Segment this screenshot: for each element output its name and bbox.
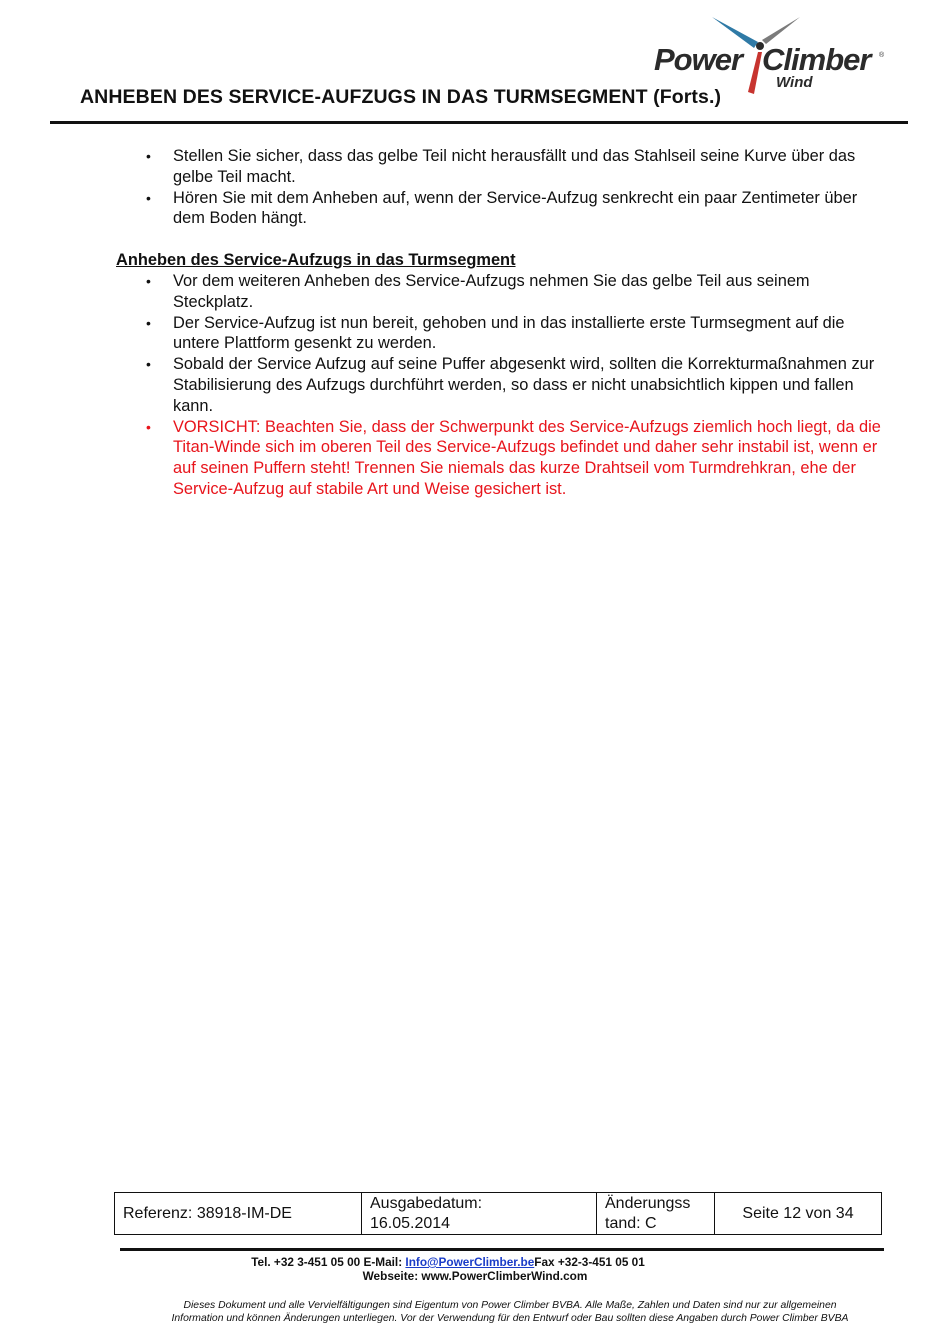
- revision-value: tand: C: [605, 1214, 657, 1232]
- logo-registered-mark: ®: [879, 52, 885, 59]
- logo-word-wind: Wind: [776, 74, 813, 91]
- page-number-cell: Seite 12 von 34: [715, 1193, 882, 1235]
- disclaimer: [0, 1299, 950, 1325]
- page-title: ANHEBEN DES SERVICE-AUFZUGS IN DAS TURMSEGMENT (Forts.): [80, 86, 722, 108]
- bullet-icon: •: [146, 148, 151, 164]
- revision-label: Änderungss: [605, 1194, 691, 1212]
- list-item: • Vor dem weiteren Anheben des Service-Aufzugs nehmen Sie das gelbe Teil aus seinem Steckplatz.: [146, 271, 810, 311]
- logo-word-climber: Climber: [762, 42, 871, 77]
- email-link[interactable]: Info@PowerClimber.be: [405, 1255, 535, 1269]
- intro-bullet-list: [0, 146, 950, 229]
- list-item: • Stellen Sie sicher, dass das gelbe Teil nicht herausfällt und das Stahlseil seine Kurve über das gelbe Teil macht.: [146, 147, 856, 186]
- bullet-icon: •: [146, 272, 151, 289]
- bullet-icon: •: [146, 356, 151, 373]
- main-content: [0, 146, 950, 500]
- power-climber-wind-logo: [650, 12, 900, 98]
- website-text: Webseite: www.PowerClimberWind.com: [362, 1269, 588, 1283]
- disclaimer-line: Dieses Dokument und alle Vervielfältigungen sind Eigentum von Power Climber BVBA. Alle Maße, Zahlen und Daten sind nur zur allgemeinen: [183, 1300, 837, 1311]
- bullet-icon: •: [146, 418, 151, 435]
- phone-email-label: Tel. +32 3-451 05 00 E-Mail:: [251, 1255, 406, 1269]
- warning-item: • VORSICHT: Beachten Sie, dass der Schwerpunkt des Service-Aufzugs ziemlich hoch liegt, da die Titan-Winde sich im oberen Teil des Service-Aufzugs befindet und daher sehr instabil ist, wenn er auf seinen Puffern steht! Trennen Sie niemals das kurze Drahtseil vom Turmdrehkran, ehe der Service-Aufzug auf stabile Art und Weise gesichert ist.: [146, 417, 881, 498]
- bullet-icon: •: [146, 189, 151, 206]
- footer-divider: [120, 1248, 884, 1251]
- issue-date-label: Ausgabedatum:: [370, 1194, 483, 1212]
- contact-info: [0, 1255, 950, 1283]
- list-item: • Der Service-Aufzug ist nun bereit, gehoben und in das installierte erste Turmsegment auf die untere Plattform gesenkt zu werden.: [146, 313, 845, 353]
- list-item: • Sobald der Service Aufzug auf seine Puffer abgesenkt wird, sollten die Korrekturmaßnahmen zur Stabilisierung des Aufzugs durchführt werden, so dass er nicht unabsichtlich kippen und fallen kann.: [146, 355, 875, 415]
- section-heading: Anheben des Service-Aufzugs in das Turmsegment: [116, 251, 516, 270]
- bullet-icon: •: [146, 314, 151, 331]
- logo-word-power: Power: [654, 42, 743, 77]
- revision-cell: [597, 1193, 715, 1235]
- fax-text: Fax +32-3-451 05 01: [534, 1255, 645, 1269]
- document-reference-table: [114, 1192, 882, 1235]
- list-item: • Hören Sie mit dem Anheben auf, wenn der Service-Aufzug senkrecht ein paar Zentimeter über dem Boden hängt.: [146, 188, 858, 228]
- section-bullet-list: [0, 271, 950, 500]
- disclaimer-line: Information und können Änderungen unterliegen. Vor der Verwendung für den Entwurf oder Bau sollten diese Angaben durch Power Climber BVBA: [171, 1313, 849, 1324]
- reference-cell: Referenz: 38918-IM-DE: [115, 1193, 362, 1235]
- header-divider: [50, 121, 908, 124]
- issue-date-value: 16.05.2014: [370, 1214, 451, 1232]
- issue-date-cell: [362, 1193, 597, 1235]
